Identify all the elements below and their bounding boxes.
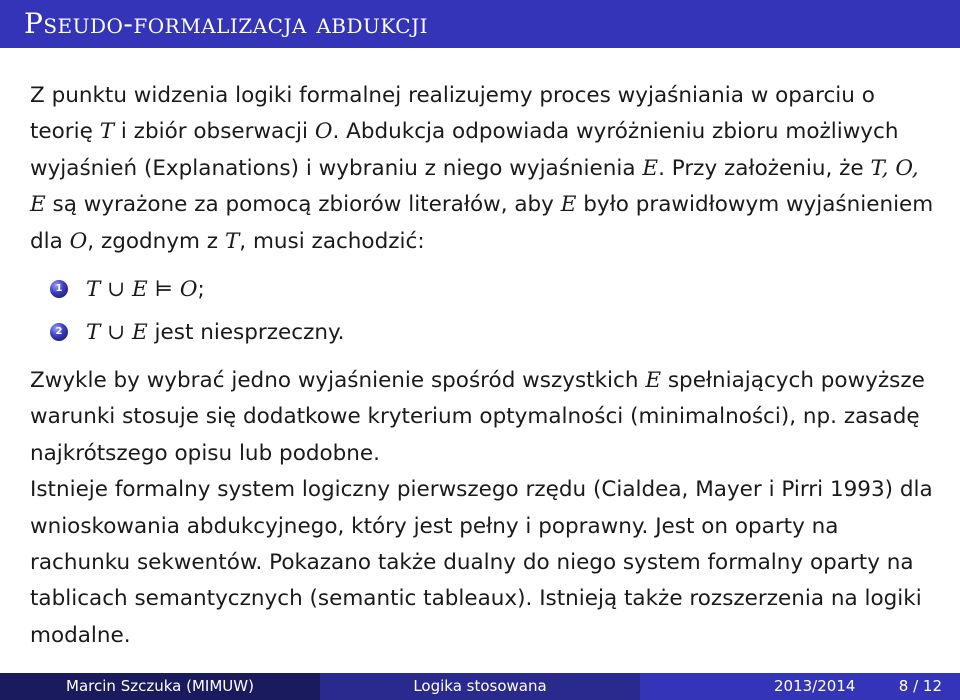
condition-formula: T ∪ E (86, 320, 148, 346)
conditions-list (30, 268, 940, 354)
enum-ball-icon: 1 (50, 280, 68, 298)
math-T: T (224, 228, 240, 254)
criterion-paragraph (30, 363, 940, 472)
condition-suffix: jest niesprzeczny. (147, 320, 345, 346)
footer-date: 2013/2014 (774, 677, 856, 695)
math-TOE: T, O, E (30, 155, 919, 218)
math-T: T (99, 119, 115, 145)
slide-content (30, 78, 940, 654)
footer-page-number: 8 / 12 (898, 677, 942, 695)
slide-title: Pseudo-formalizacja abdukcji (0, 0, 960, 48)
text-span: są wyrażone za pomocą zbiorów literałów, aby (45, 192, 561, 218)
footer-right (640, 673, 960, 700)
math-E: E (560, 192, 577, 218)
text-span: . Abdukcja odpowiada wyróżnieniu zbioru możliwych wyjaśnień (Explanations) i wybraniu z niego wyjaśnienia (30, 119, 899, 181)
condition-item (30, 268, 940, 311)
system-paragraph: Istnieje formalny system logiczny pierwszego rzędu (Cialdea, Mayer i Pirri 1993) dla wnioskowania abdukcyjnego, który jest pełny i poprawny. Jest on oparty na rachunku sekwentów. Pokazano także dualny do niego system formalny oparty na tablicach semantycznych (semantic tableaux). Istnieją także rozszerzenia na logiki modalne. (30, 477, 933, 648)
text-span: , zgodnym z (87, 228, 225, 254)
condition-formula: T ∪ E ⊨ O (86, 277, 198, 303)
text-span: Z punktu widzenia logiki formalnej realizujemy proces wyjaśniania w oparciu o teorię (30, 83, 875, 145)
text-span: , musi zachodzić: (239, 228, 425, 254)
math-O: O (69, 228, 88, 254)
condition-item (30, 311, 940, 354)
text-span: spełniających powyższe warunki stosuje się dodatkowe kryterium optymalności (minimalności), np. zasadę najkrótszego opisu lub podobne. (30, 368, 925, 466)
footer-author: Marcin Szczuka (MIMUW) (0, 673, 320, 700)
math-O: O (314, 119, 333, 145)
text-span: Zwykle by wybrać jedno wyjaśnienie spośród wszystkich (30, 368, 646, 394)
math-E: E (642, 155, 659, 181)
enum-ball-icon: 2 (50, 323, 68, 341)
slide-footer (0, 673, 960, 700)
footer-course: Logika stosowana (320, 673, 640, 700)
condition-suffix: ; (197, 277, 205, 303)
text-span: było prawidłowym wyjaśnieniem dla (30, 192, 934, 254)
text-span: i zbiór obserwacji (114, 119, 315, 145)
intro-paragraph (30, 78, 940, 260)
text-span: . Przy założeniu, że (658, 155, 871, 181)
math-E: E (645, 368, 662, 394)
